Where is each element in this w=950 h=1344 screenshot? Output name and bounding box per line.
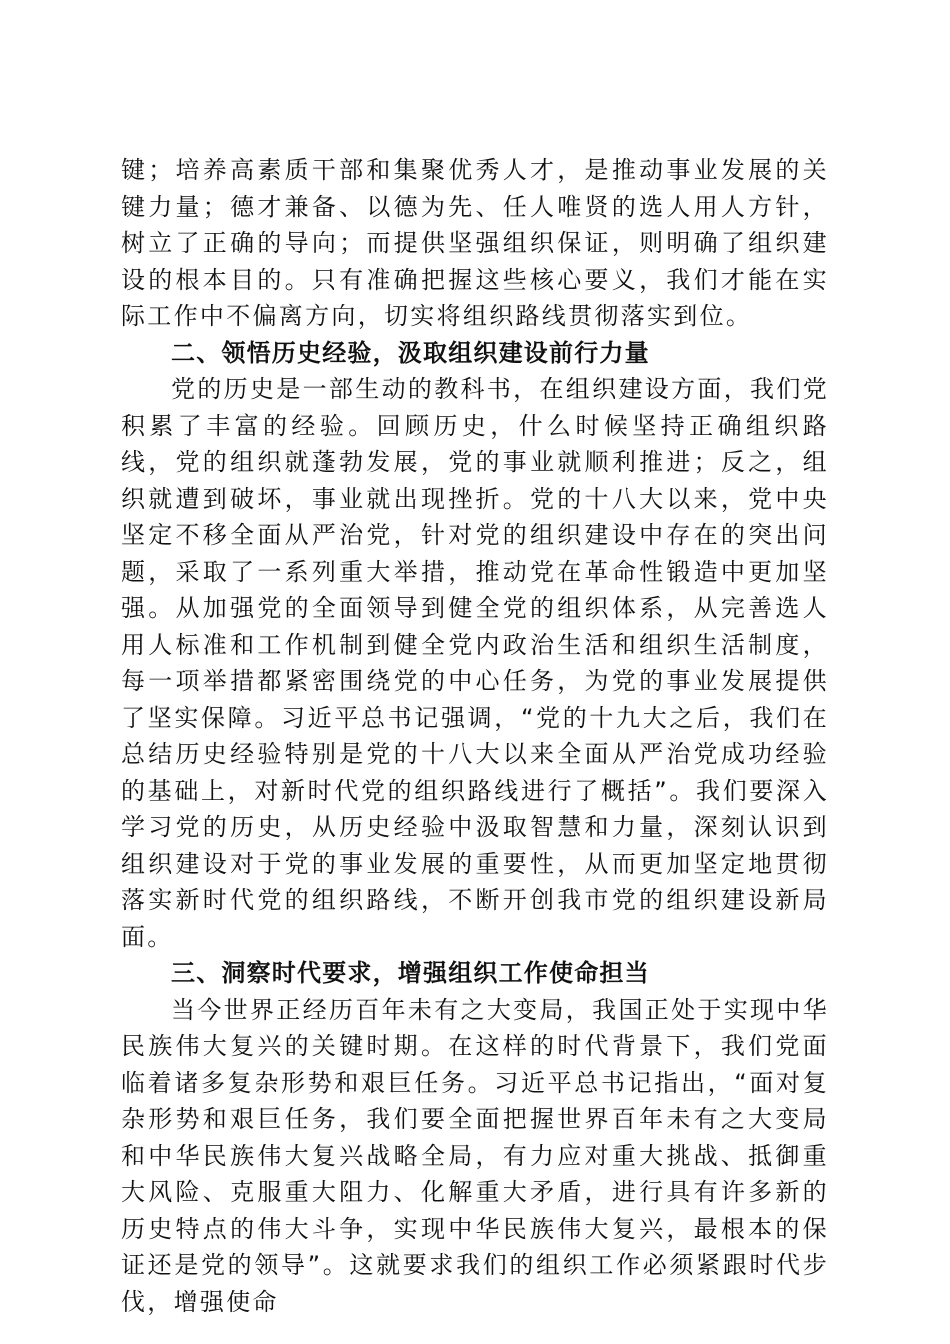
paragraph-era-requirements: 当今世界正经历百年未有之大变局，我国正处于实现中华民族伟大复兴的关键时期。在这样的时代背景下，我们党面临着诸多复杂形势和艰巨任务。习近平总书记指出，“面对复杂形势和艰巨任务，我们要全面把握世界百年未有之大变局和中华民族伟大复兴战略全局，有力应对重大挑战、抵御重大风险、克服重大阻力、化解重大矛盾，进行具有许多新的历史特点的伟大斗争，实现中华民族伟大复兴，最根本的保证还是党的领导”。这就要求我们的组织工作必须紧跟时代步伐，增强使命	[121, 995, 830, 1316]
paragraph-continuation: 键；培养高素质干部和集聚优秀人才，是推动事业发展的关键力量；德才兼备、以德为先、任人唯贤的选人用人方针，树立了正确的导向；而提供坚强组织保证，则明确了组织建设的根本目的。只有准确把握这些核心要义，我们才能在实际工作中不偏离方向，切实将组织路线贯彻落实到位。	[121, 156, 829, 330]
paragraph-history-experience: 党的历史是一部生动的教科书，在组织建设方面，我们党积累了丰富的经验。回顾历史，什么时候坚持正确组织路线，党的组织就蓬勃发展，党的事业就顺利推进；反之，组织就遭到破坏，事业就出现挫折。党的十八大以来，党中央坚定不移全面从严治党，针对党的组织建设中存在的突出问题，采取了一系列重大举措，推动党在革命性锻造中更加坚强。从加强党的全面领导到健全党的组织体系，从完善选人用人标准和工作机制到健全党内政治生活和组织生活制度，每一项举措都紧密围绕党的中心任务，为党的事业发展提供了坚实保障。习近平总书记强调，“党的十九大之后，我们在总结历史经验特别是党的十八大以来全面从严治党成功经验的基础上，对新时代党的组织路线进行了概括”。我们要深入学习党的历史，从历史经验中汲取智慧和力量，深刻认识到组织建设对于党的事业发展的重要性，从而更加坚定地贯彻落实新时代党的组织路线，不断开创我市党的组织建设新局面。	[121, 375, 829, 951]
document-body	[121, 152, 829, 1320]
section-heading-2: 二、领悟历史经验，汲取组织建设前行力量	[171, 338, 650, 367]
section-heading-3: 三、洞察时代要求，增强组织工作使命担当	[171, 959, 650, 987]
